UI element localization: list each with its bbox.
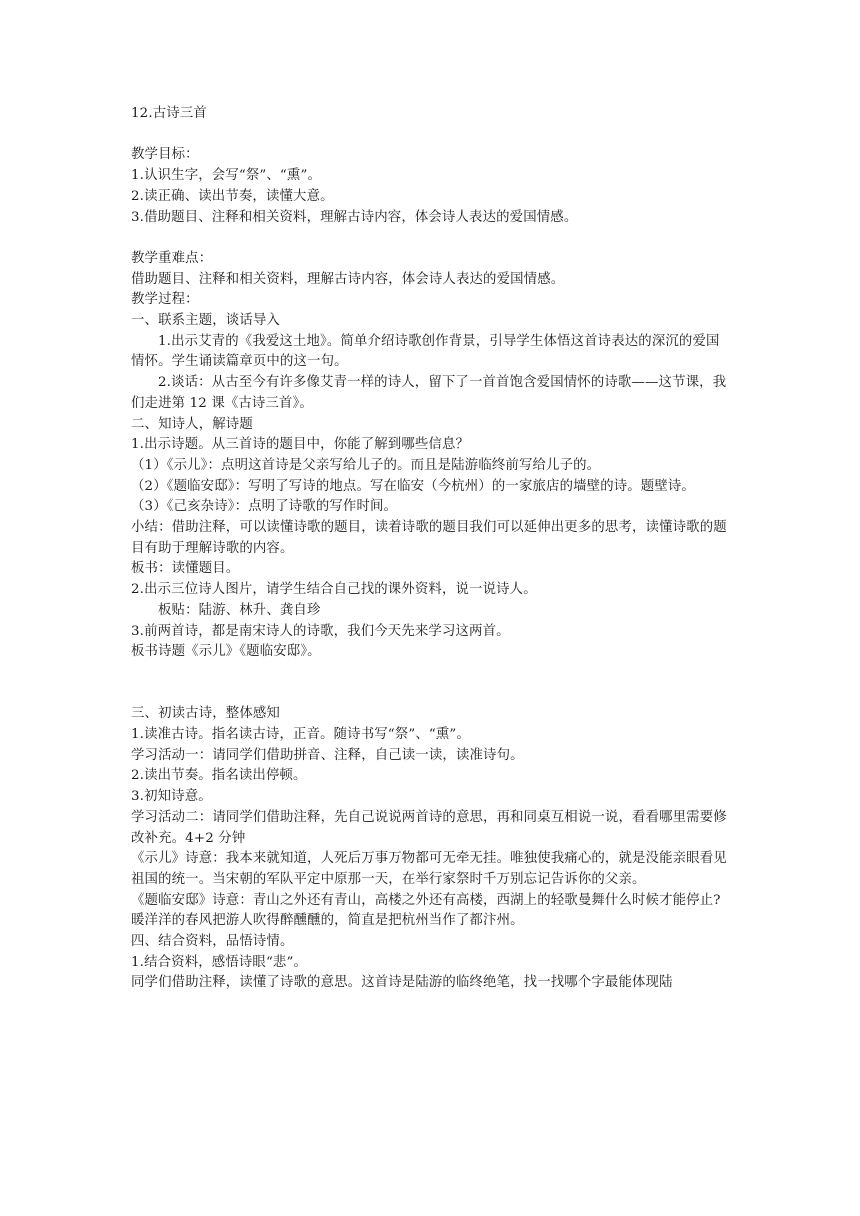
section-4-paragraph: 同学们借助注释，读懂了诗歌的意思。这首诗是陆游的临终绝笔，找一找哪个字最能体现陆 [131,975,673,991]
learning-activity: 学习活动一：请同学们借助拼音、注释，自己读一读，读准诗句。 [131,747,524,763]
section-1-paragraph: 1.出示艾青的《我爱这土地》。简单介绍诗歌创作背景，引导学生体悟这首诗表达的深沉的爱国情怀。学生诵读篇章页中的这一句。 [131,333,720,370]
poem-meaning: 《题临安邸》诗意：青山之外还有青山，高楼之外还有高楼，西湖上的轻歌曼舞什么时候才能停止?暖洋洋的春风把游人吹得醉醺醺的，简直是把杭州当作了都汴州。 [131,892,721,929]
section-2-item: （1）《示儿》：点明这首诗是父亲写给儿子的。而且是陆游临终前写给儿子的。 [131,457,601,473]
goal-item: 1.认识生字，会写“祭”、“熏”。 [131,168,322,184]
section-2-summary: 小结：借助注释，可以读懂诗歌的题目，读着诗歌的题目我们可以延伸出更多的思考，读懂诗歌的题目有助于理解诗歌的内容。 [131,520,727,556]
goal-item: 3.借助题目、注释和相关资料，理解古诗内容，体会诗人表达的爱国情感。 [131,209,578,225]
section-2-heading: 二、知诗人，解诗题 [131,416,253,432]
section-2-item: （2）《题临安邸》：写明了写诗的地点。写在临安（今杭州）的一家旅店的墙壁的诗。题壁诗。 [131,478,695,494]
process-heading: 教学过程： [131,292,199,308]
section-4-heading: 四、结合资料，品悟诗情。 [131,934,294,950]
goal-item: 2.读正确、读出节奏，读懂大意。 [131,188,334,204]
key-points-text: 借助题目、注释和相关资料，理解古诗内容，体会诗人表达的爱国情感。 [131,271,565,287]
board-note: 板贴：陆游、林升、龚自珍 [158,602,321,618]
section-2-paragraph: 2.出示三位诗人图片，请学生结合自己找的课外资料，说一说诗人。 [131,582,537,598]
section-1-heading: 一、联系主题，谈话导入 [131,313,280,328]
section-3-paragraph: 3.初知诗意。 [131,789,212,805]
section-3-heading: 三、初读古诗，整体感知 [131,706,280,722]
section-2-item: （3）《己亥杂诗》：点明了诗歌的写作时间。 [131,499,398,515]
key-points-heading: 教学重难点： [131,250,213,266]
learning-activity: 学习活动二：请同学们借助注释，先自己说说两首诗的意思，再和同桌互相说一说，看看哪里需要修改补充。4+2 分钟 [131,809,727,846]
document-page [131,104,731,994]
blank-line [131,684,731,705]
section-3-paragraph: 2.读出节奏。指名读出停顿。 [131,768,307,784]
blank-line [131,228,731,249]
goals-heading: 教学目标： [131,147,199,163]
section-3-paragraph: 1.读准古诗。指名读古诗，正音。随诗书写“祭”、“熏”。 [131,727,470,743]
board-note: 板书诗题《示儿》《题临安邸》。 [131,644,321,660]
section-2-paragraph: 1.出示诗题。从三首诗的题目中，你能了解到哪些信息？ [131,437,470,453]
section-4-paragraph: 1.结合资料，感悟诗眼“悲”。 [131,954,308,970]
board-note: 板书：读懂题目。 [131,561,240,577]
section-2-paragraph: 3.前两首诗，都是南宋诗人的诗歌，我们今天先来学习这两首。 [131,623,510,639]
poem-meaning: 《示儿》诗意：我本来就知道，人死后万事万物都可无牵无挂。唯独使我痛心的，就是没能亲眼看见祖国的统一。当宋朝的军队平定中原那一天，在举行家祭时千万别忘记告诉你的父亲。 [131,851,727,887]
lesson-title: 12.古诗三首 [131,106,207,121]
section-1-paragraph: 2.谈话：从古至今有许多像艾青一样的诗人，留下了一首首饱含爱国情怀的诗歌——这节课，我们走进第 12 课《古诗三首》。 [131,375,727,411]
blank-line [131,125,731,146]
blank-line [131,663,731,684]
